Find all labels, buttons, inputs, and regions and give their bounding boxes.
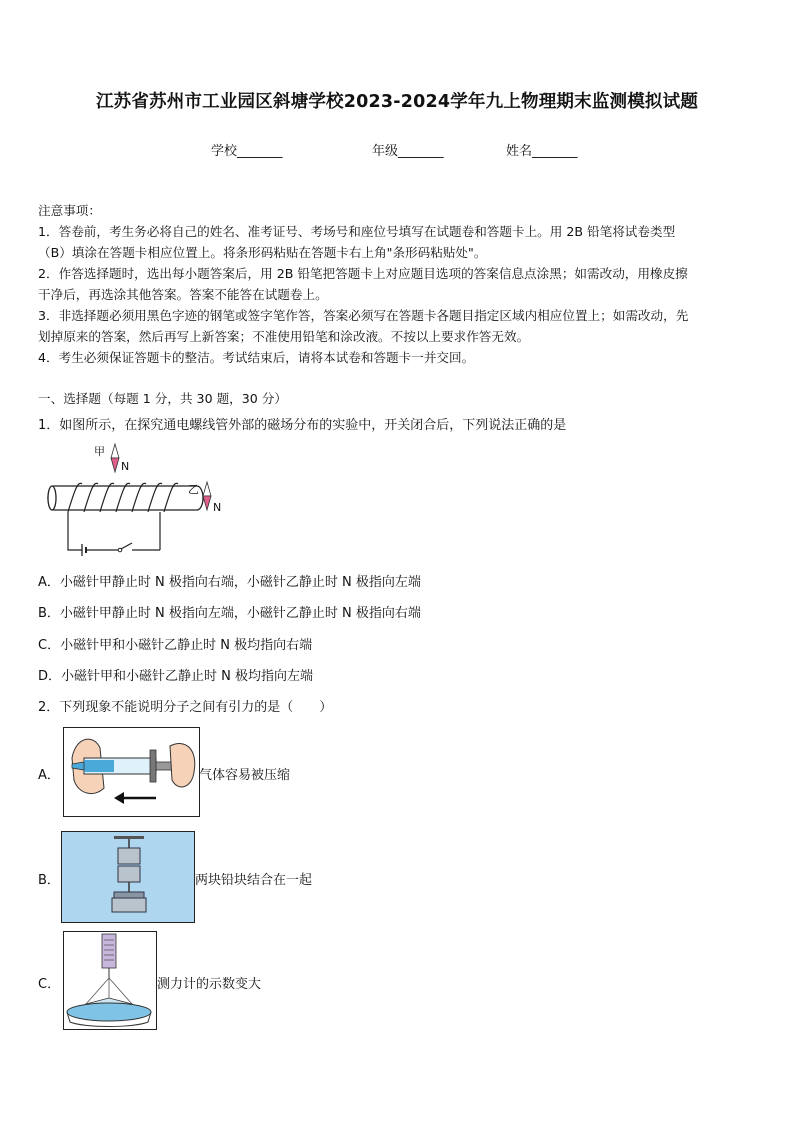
school-field: 学校_______ [211,144,283,159]
needle-a-n-label: N [121,460,130,473]
page-title: 江苏省苏州市工业园区斜塘学校2023-2024学年九上物理期末监测模拟试题 [95,92,699,112]
name-field: 姓名_______ [506,144,578,159]
spring-scale-figure [63,931,157,1030]
notice-line: 2．作答选择题时，选出每小题答案后，用 2B 铅笔把答题卡上对应题目选项的答案信息点涂黑；如需改动，用橡皮擦 [38,266,688,281]
q1-option-c: C．小磁针甲和小磁针乙静止时 N 极均指向右端 [38,638,313,653]
needle-a-label: 甲 [94,445,105,458]
q2-option-c-letter: C． [38,977,61,992]
section-heading: 一、选择题（每题 1 分，共 30 题，30 分） [38,391,287,406]
solenoid-figure [40,440,240,558]
q2-option-c-caption: 测力计的示数变大 [157,977,262,992]
notice-line: （B）填涂在答题卡相应位置上。将条形码粘贴在答题卡右上角"条形码粘贴处"。 [38,245,487,260]
grade-field: 年级_______ [372,144,444,159]
q1-option-a: A．小磁针甲静止时 N 极指向右端，小磁针乙静止时 N 极指向左端 [38,575,421,590]
q2-option-a-caption: 气体容易被压缩 [199,768,291,783]
question-1-stem: 1．如图所示，在探究通电螺线管外部的磁场分布的实验中，开关闭合后，下列说法正确的是 [38,418,567,433]
syringe-figure [63,727,200,817]
lead-blocks-figure [61,831,195,923]
q2-option-b-caption: 两块铅块结合在一起 [195,873,313,888]
notice-line: 3．非选择题必须用黑色字迹的钢笔或签字笔作答，答案必须写在答题卡各题目指定区域内相应位置上；如需改动，先 [38,308,689,323]
notice-line: 1．答卷前，考生务必将自己的姓名、准考证号、考场号和座位号填写在试题卷和答题卡上。用 2B 铅笔将试卷类型 [38,224,676,239]
notice-line: 划掉原来的答案，然后再写上新答案；不准使用铅笔和涂改液。不按以上要求作答无效。 [38,329,530,344]
q2-option-a-letter: A． [38,768,60,783]
q1-option-b: B．小磁针甲静止时 N 极指向左端，小磁针乙静止时 N 极指向右端 [38,606,421,621]
needle-b-n-label: N [213,501,222,514]
notice-heading: 注意事项： [38,203,101,218]
notice-line: 4．考生必须保证答题卡的整洁。考试结束后，请将本试卷和答题卡一并交回。 [38,350,475,365]
q1-option-d: D．小磁针甲和小磁针乙静止时 N 极均指向左端 [38,669,313,684]
needle-b-label: 乙 [188,483,199,496]
q2-option-b-letter: B． [38,873,60,888]
question-2-stem: 2．下列现象不能说明分子之间有引力的是（ ） [38,700,333,715]
notice-line: 干净后，再选涂其他答案。答案不能答在试题卷上。 [38,287,328,302]
